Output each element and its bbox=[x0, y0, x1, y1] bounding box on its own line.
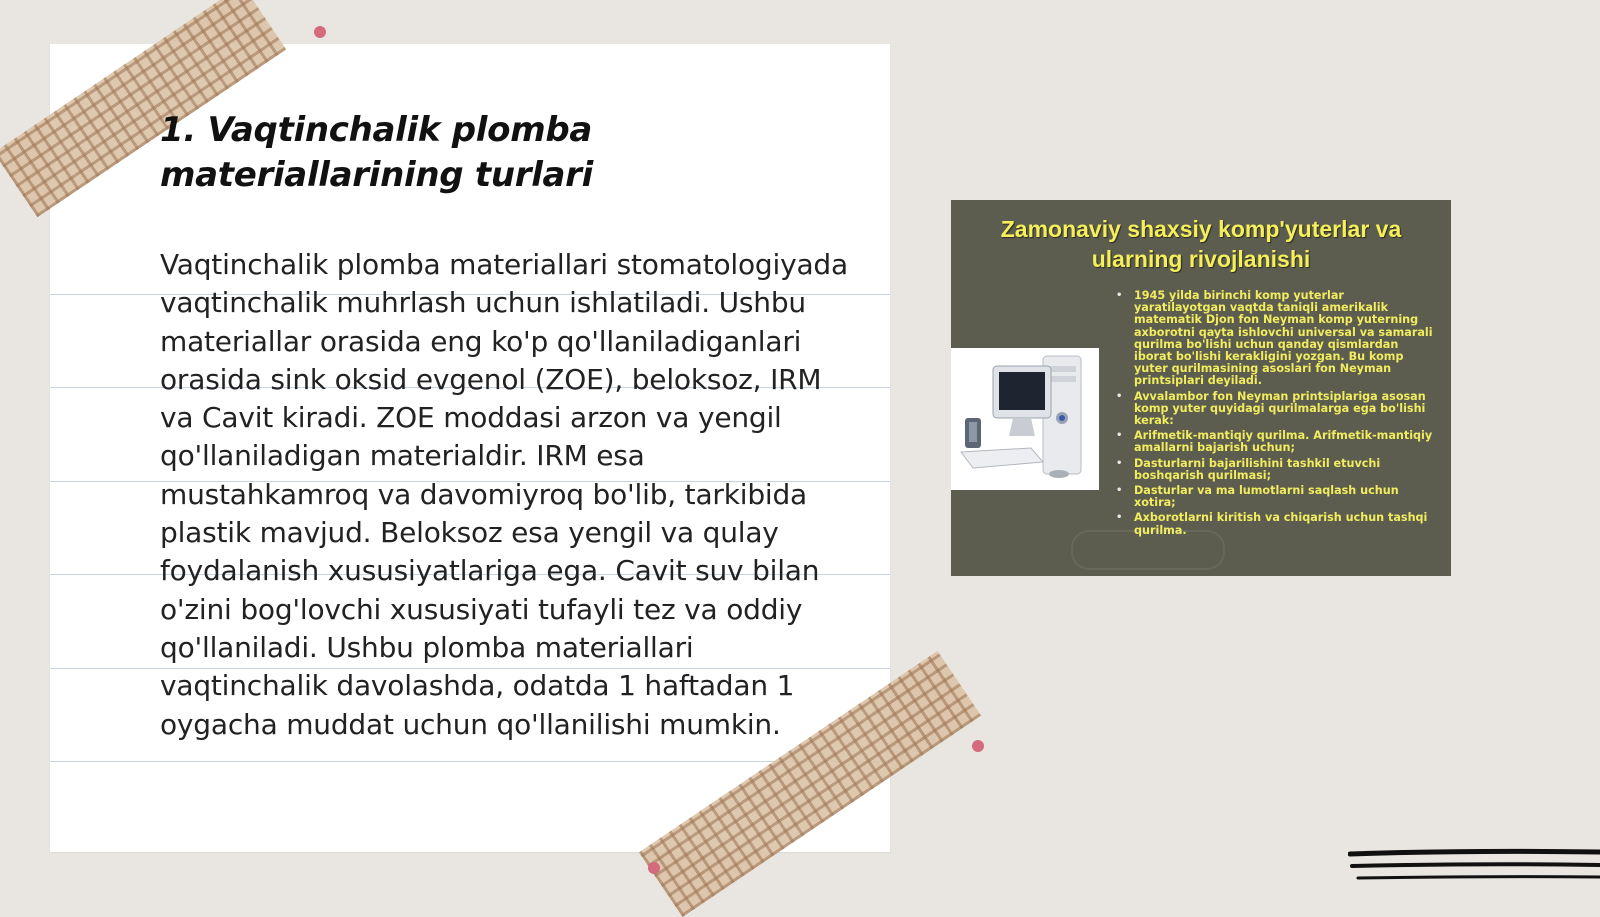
slide-bullet-item: • 1945 yilda birinchi komp yuterlar yaratilayotgan vaqtda taniqli amerikalik matematik Djon fon Neyman komp yuterning axborotni qayta ishlovchi universal va samarali qurilma bo'lishi uchun qanday qismlardan iborat bo'lishi kerakligini yozgan. Bu komp yuter qurilmasining asoslari fon Neyman printsiplari deyiladi. bbox=[1116, 289, 1433, 388]
slide-bullet-item: • Axborotlarni kiritish va chiqarish uchun tashqi qurilma. bbox=[1116, 511, 1428, 537]
bullet-icon: • bbox=[1116, 430, 1123, 442]
pin-bottom-left bbox=[648, 862, 660, 874]
bullet-icon: • bbox=[1116, 512, 1123, 524]
page-title: 1. Vaqtinchalik plomba materiallarining turlari bbox=[160, 110, 594, 195]
computer-illustration bbox=[951, 348, 1099, 490]
slide-title: Zamonaviy shaxsiy komp'yuterlar va ularning rivojlanishi bbox=[1000, 216, 1402, 272]
slide-bullet-item: • Avvalambor fon Neyman printsiplariga asosan komp yuter quyidagi qurilmalarga ega bo'lishi kerak: bbox=[1116, 389, 1426, 428]
slide-bullet-item: • Dasturlarni bajarilishini tashkil etuvchi boshqarish qurilmasi; bbox=[1116, 456, 1381, 482]
slide-bullet-item: • Arifmetik-mantiqiy qurilma. Arifmetik-mantiqiy amallarni bajarish uchun; bbox=[1116, 429, 1433, 455]
slide-bullet-item: • Dasturlar va ma lumotlarni saqlash uchun xotira; bbox=[1116, 484, 1399, 510]
pin-bottom bbox=[972, 740, 984, 752]
computer-icon bbox=[951, 348, 1099, 490]
bullet-icon: • bbox=[1116, 290, 1123, 301]
pin-top bbox=[314, 26, 326, 38]
bullet-icon: • bbox=[1116, 485, 1123, 497]
slide-bullet-list bbox=[1116, 290, 1436, 540]
bullet-icon: • bbox=[1116, 457, 1123, 469]
bullet-icon: • bbox=[1116, 390, 1123, 402]
paper-rule-line bbox=[50, 761, 890, 762]
brush-lines-decoration bbox=[1348, 846, 1600, 896]
slide-image bbox=[951, 200, 1451, 576]
body-paragraph: Vaqtinchalik plomba materiallari stomatologiyada vaqtinchalik muhrlash uchun ishlatiladi. Ushbu materiallar orasida eng ko'p qo'llaniladiganlari orasida sink oksid evgenol (ZOE), beloksoz, IRM va Cavit kiradi. ZOE moddasi arzon va yengil qo'llaniladigan materialdir. IRM esa mustahkamroq va davomiyroq bo'lib, tarkibida plastik mavjud. Beloksoz esa yengil va qulay foydalanish xususiyatlariga ega. Cavit suv bilan o'zini bog'lovchi xususiyati tufayli tez va oddiy qo'llaniladi. Ushbu plomba materiallari vaqtinchalik davolashda, odatda 1 haftadan 1 oygacha muddat uchun qo'llanilishi mumkin. bbox=[160, 248, 848, 741]
slide-watermark bbox=[1071, 530, 1225, 570]
